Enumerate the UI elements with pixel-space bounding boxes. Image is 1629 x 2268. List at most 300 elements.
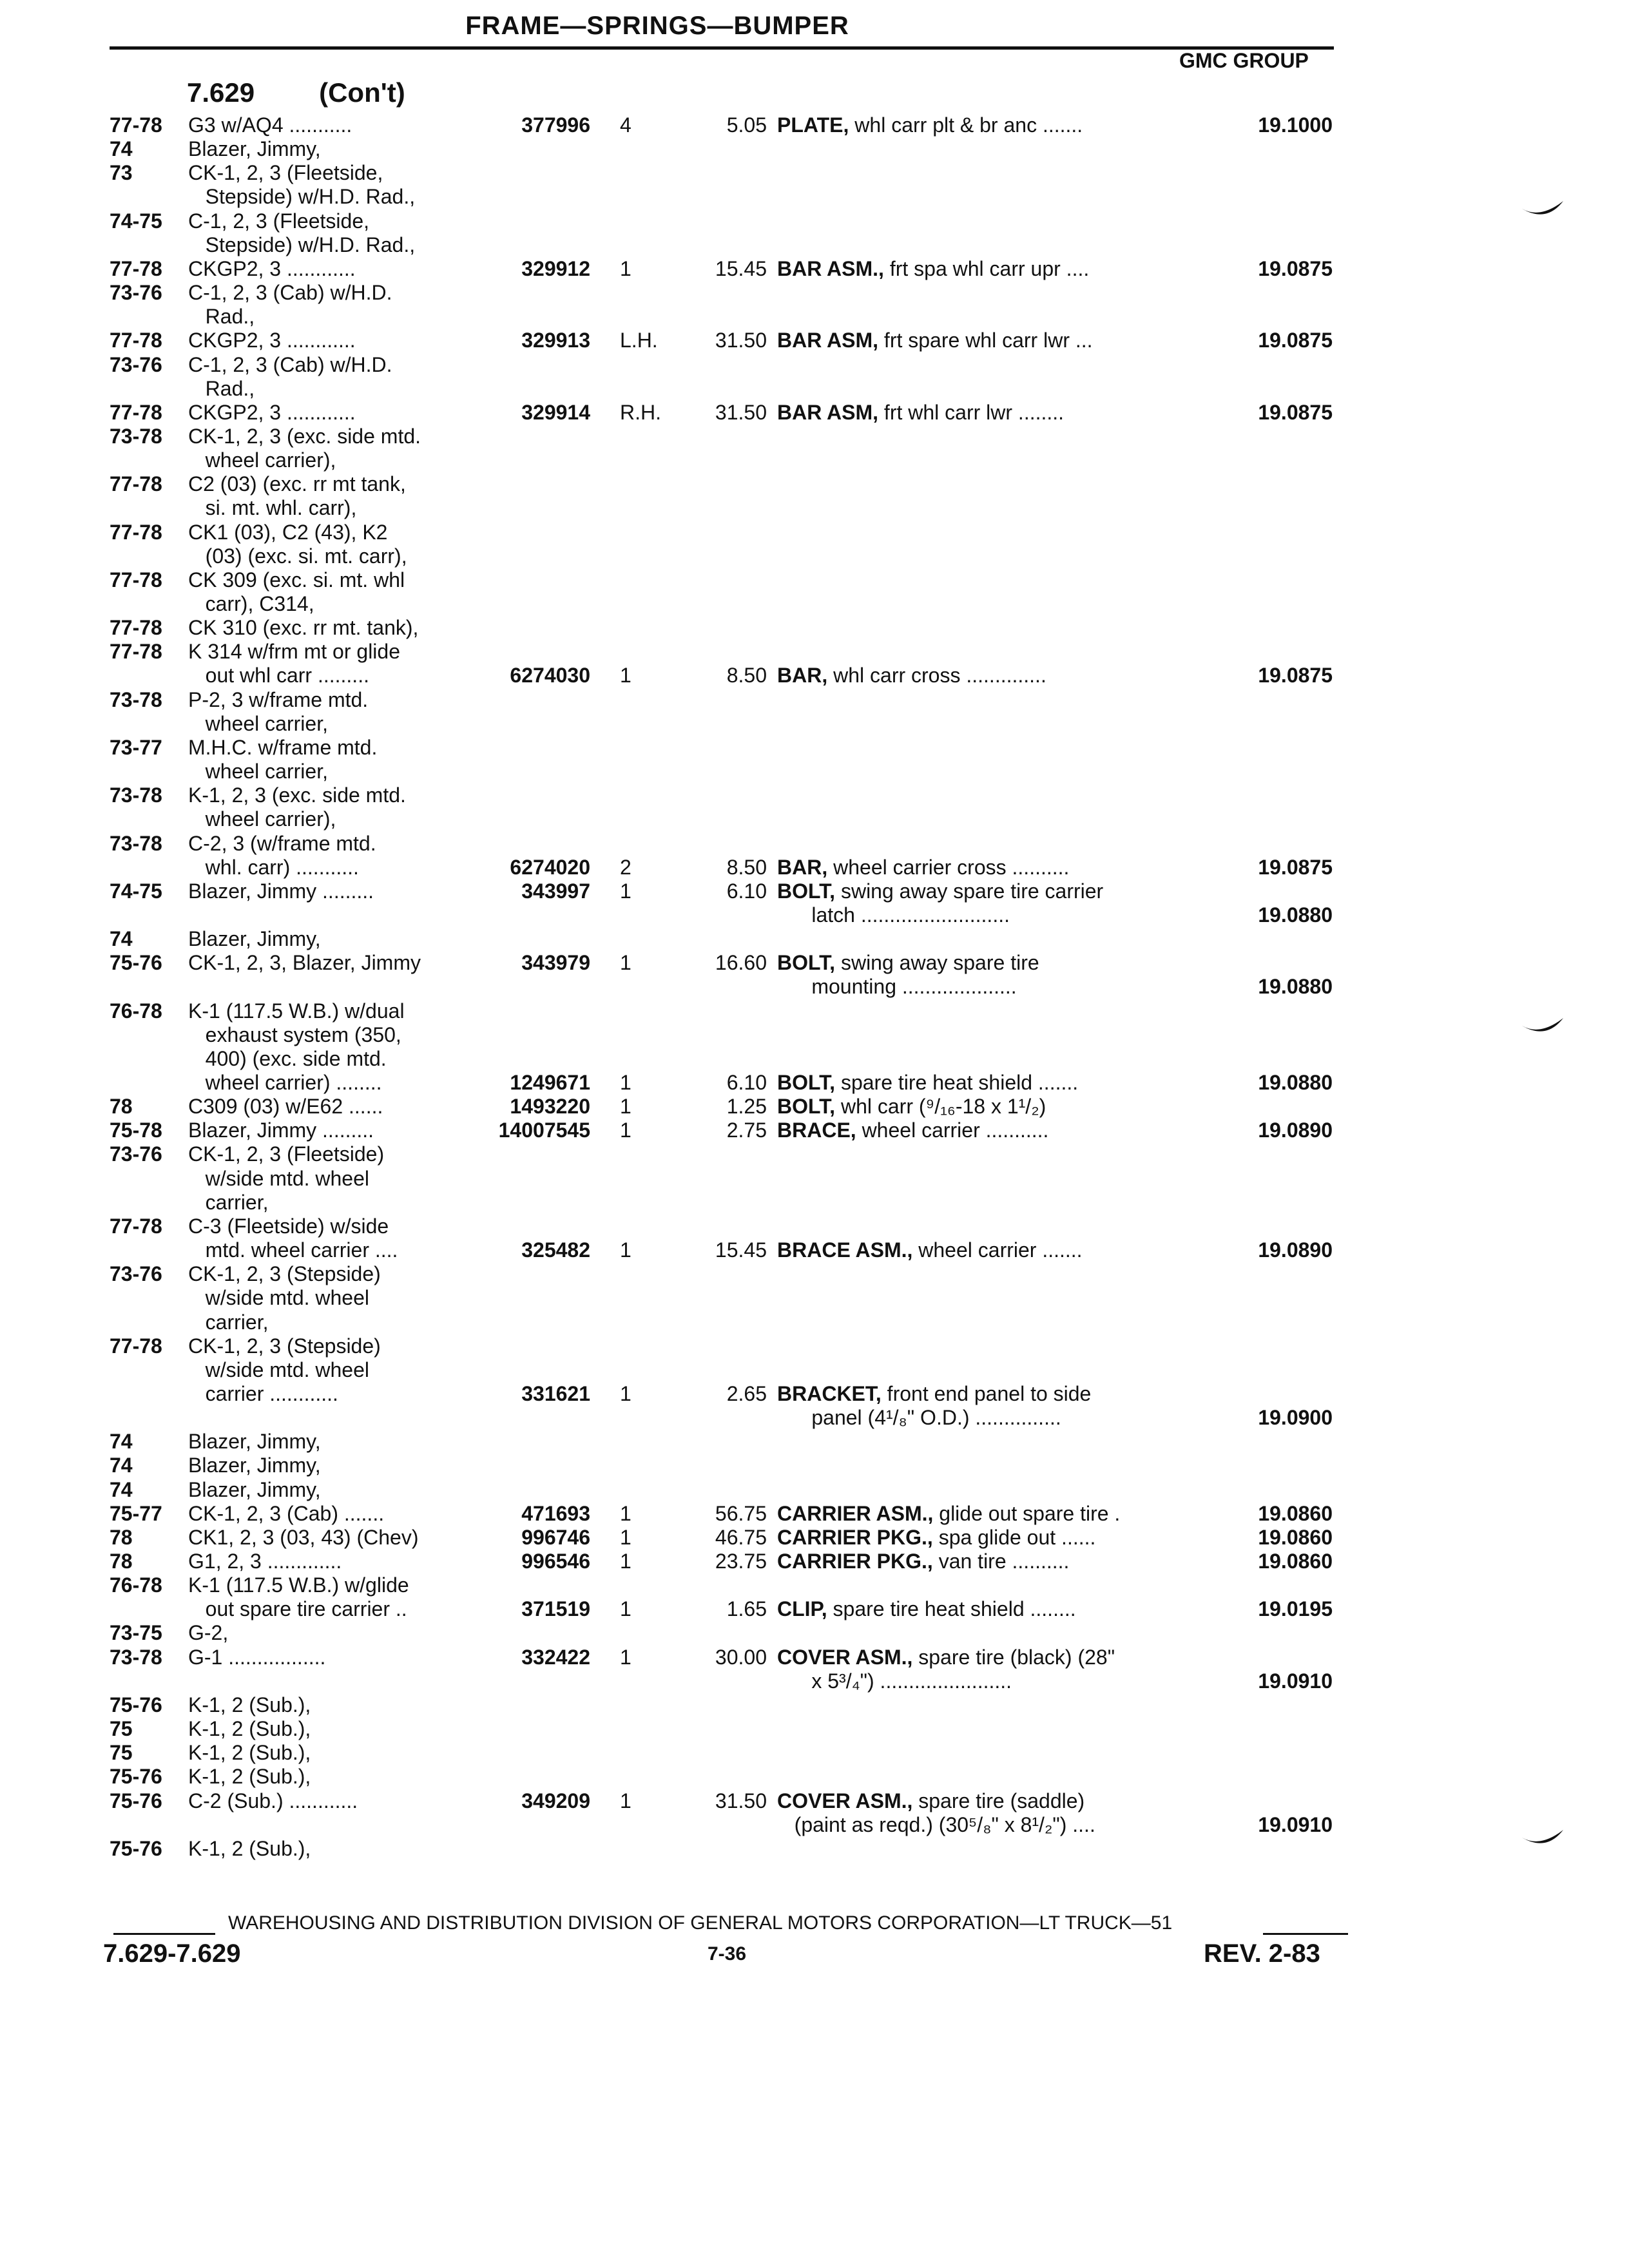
table-row <box>0 1334 1629 1358</box>
part-description: mounting .................... <box>777 975 1017 999</box>
part-description: front end panel to side <box>881 1381 1092 1405</box>
application: wheel carrier, <box>188 711 328 735</box>
quantity: 1 <box>620 664 631 687</box>
year-range: 75-76 <box>110 1693 162 1716</box>
table-row <box>0 999 1629 1023</box>
price: 23.75 <box>715 1550 767 1573</box>
application: CK1 (03), C2 (43), K2 <box>188 520 388 544</box>
group-code: 19.0860 <box>1258 1501 1333 1525</box>
description <box>777 1095 1046 1119</box>
year-range: 73-76 <box>110 1142 162 1166</box>
application: Rad., <box>188 305 255 329</box>
year-range: 75-76 <box>110 1836 162 1860</box>
section-number: 7.629 <box>187 77 255 108</box>
description <box>777 1550 1069 1573</box>
year-range: 75-76 <box>110 1765 162 1789</box>
table-row <box>0 1167 1629 1191</box>
table-row <box>0 233 1629 257</box>
group-code: 19.0875 <box>1258 329 1333 352</box>
part-name: BAR ASM, <box>777 329 879 352</box>
table-row <box>0 472 1629 496</box>
group-code: 19.0880 <box>1258 1071 1333 1094</box>
part-description: whl carr plt & br anc ....... <box>849 113 1083 137</box>
application: w/side mtd. wheel <box>188 1286 369 1310</box>
application: Blazer, Jimmy ......... <box>188 879 374 903</box>
part-description: spare tire heat shield ....... <box>835 1071 1079 1094</box>
part-number: 377996 <box>521 113 590 137</box>
year-range: 76-78 <box>110 999 162 1023</box>
table-row <box>0 975 1629 999</box>
table-row <box>0 832 1629 856</box>
table-row <box>0 616 1629 640</box>
table-row <box>0 113 1629 137</box>
group-code: 19.0880 <box>1258 975 1333 999</box>
application: G1, 2, 3 ............. <box>188 1550 342 1573</box>
quantity: 1 <box>620 256 631 280</box>
group-code: 19.0875 <box>1258 400 1333 424</box>
year-range: 77-78 <box>110 400 162 424</box>
year-range: 73-78 <box>110 424 162 448</box>
part-name: BOLT, <box>777 1071 836 1094</box>
table-row <box>0 1262 1629 1286</box>
part-name: CARRIER PKG., <box>777 1550 933 1573</box>
application: Blazer, Jimmy, <box>188 1430 321 1454</box>
application: K-1, 2 (Sub.), <box>188 1693 311 1716</box>
part-number: 325482 <box>521 1238 590 1262</box>
application: P-2, 3 w/frame mtd. <box>188 687 369 711</box>
price: 6.10 <box>726 1071 767 1094</box>
table-row <box>0 185 1629 209</box>
description <box>777 975 1017 999</box>
application: C2 (03) (exc. rr mt tank, <box>188 472 406 496</box>
binder-mark-icon <box>1521 200 1566 226</box>
price: 30.00 <box>715 1645 767 1669</box>
table-row <box>0 1597 1629 1621</box>
part-description: frt spare whl carr lwr ... <box>878 329 1093 352</box>
table-row <box>0 329 1629 352</box>
price: 16.60 <box>715 951 767 975</box>
table-row <box>0 1573 1629 1597</box>
part-number: 471693 <box>521 1501 590 1525</box>
application: Blazer, Jimmy, <box>188 927 321 951</box>
table-row <box>0 736 1629 760</box>
table-row <box>0 1765 1629 1789</box>
table-row <box>0 783 1629 807</box>
year-range: 73-77 <box>110 735 162 759</box>
table-row <box>0 1095 1629 1119</box>
application: K-1, 2, 3 (exc. side mtd. <box>188 783 406 807</box>
part-number: 14007545 <box>498 1119 590 1142</box>
quantity: 1 <box>620 951 631 975</box>
year-range: 73-78 <box>110 831 162 855</box>
description <box>777 401 1064 425</box>
application: Stepside) w/H.D. Rad., <box>188 233 416 256</box>
price: 8.50 <box>726 855 767 879</box>
table-row <box>0 1215 1629 1238</box>
quantity: 2 <box>620 855 631 879</box>
year-range: 75-76 <box>110 1789 162 1812</box>
description <box>777 1502 1120 1526</box>
application: K-1, 2 (Sub.), <box>188 1765 311 1789</box>
table-row <box>0 664 1629 687</box>
application: carrier, <box>188 1310 269 1334</box>
table-row <box>0 1286 1629 1310</box>
part-description: spare tire heat shield ........ <box>827 1597 1076 1621</box>
group-label: GMC GROUP <box>1179 49 1309 72</box>
binder-mark-icon <box>1521 1829 1566 1854</box>
price: 31.50 <box>715 400 767 424</box>
footer-text: WAREHOUSING AND DISTRIBUTION DIVISION OF GENERAL MOTORS CORPORATION—LT TRUCK—51 <box>228 1912 1173 1934</box>
part-number: 331621 <box>521 1381 590 1405</box>
year-range: 77-78 <box>110 113 162 137</box>
part-name: BAR, <box>777 664 828 687</box>
year-range: 77-78 <box>110 520 162 544</box>
table-row <box>0 568 1629 592</box>
application: CK 310 (exc. rr mt. tank), <box>188 616 419 640</box>
price: 15.45 <box>715 1238 767 1262</box>
application: Blazer, Jimmy, <box>188 1477 321 1501</box>
part-description: whl carr cross .............. <box>827 664 1046 687</box>
description <box>777 951 1039 975</box>
year-range: 77-78 <box>110 640 162 664</box>
application: wheel carrier, <box>188 760 328 783</box>
description <box>777 903 1010 927</box>
table-row <box>0 1311 1629 1334</box>
application: C-1, 2, 3 (Cab) w/H.D. <box>188 281 392 305</box>
year-range: 77-78 <box>110 472 162 496</box>
application: wheel carrier) ........ <box>188 1071 382 1094</box>
application: G3 w/AQ4 ........... <box>188 113 352 137</box>
table-row <box>0 1071 1629 1095</box>
year-range: 74 <box>110 1430 133 1454</box>
part-name: BAR ASM., <box>777 256 884 280</box>
description <box>777 1382 1091 1406</box>
part-number: 329914 <box>521 400 590 424</box>
table-row <box>0 760 1629 783</box>
description <box>777 1597 1076 1621</box>
year-range: 75 <box>110 1717 133 1741</box>
quantity: 1 <box>620 1550 631 1573</box>
table-row <box>0 1047 1629 1071</box>
quantity: 1 <box>620 1789 631 1812</box>
footer-rule-right <box>1263 1933 1348 1935</box>
quantity: L.H. <box>620 329 658 352</box>
application: CKGP2, 3 ............ <box>188 329 356 352</box>
year-range: 73-76 <box>110 1262 162 1286</box>
part-description: wheel carrier ........... <box>856 1119 1049 1142</box>
quantity: 1 <box>620 879 631 903</box>
description <box>777 1526 1095 1550</box>
application: si. mt. whl. carr), <box>188 496 357 520</box>
table-row <box>0 1526 1629 1550</box>
group-code: 19.0890 <box>1258 1238 1333 1262</box>
application: C-1, 2, 3 (Cab) w/H.D. <box>188 352 392 376</box>
part-number: 6274020 <box>510 855 590 879</box>
table-row <box>0 1238 1629 1262</box>
year-range: 74 <box>110 927 133 951</box>
table-row <box>0 377 1629 401</box>
part-name: BRACE ASM., <box>777 1238 913 1262</box>
part-description: swing away spare tire carrier <box>835 879 1104 903</box>
year-range: 74 <box>110 1454 133 1477</box>
table-row <box>0 879 1629 903</box>
part-description: spare tire (saddle) <box>912 1789 1085 1812</box>
application: CK-1, 2, 3 (Fleetside) <box>188 1142 385 1166</box>
quantity: 1 <box>620 1381 631 1405</box>
part-description: (paint as reqd.) (30⁵/₈" x 8¹/₂") .... <box>777 1812 1095 1836</box>
table-row <box>0 1382 1629 1406</box>
application: Blazer, Jimmy ......... <box>188 1119 374 1142</box>
description <box>777 664 1046 687</box>
table-row <box>0 521 1629 544</box>
group-code: 19.0875 <box>1258 256 1333 280</box>
part-number: 343997 <box>521 879 590 903</box>
part-number: 332422 <box>521 1645 590 1669</box>
part-description: spa glide out ...... <box>932 1525 1096 1549</box>
table-row <box>0 1789 1629 1813</box>
year-range: 73-78 <box>110 783 162 807</box>
part-name: CARRIER PKG., <box>777 1525 933 1549</box>
application: 400) (exc. side mtd. <box>188 1046 387 1070</box>
part-description: x 5³/₄") ....................... <box>777 1669 1012 1693</box>
application: carrier ............ <box>188 1381 338 1405</box>
part-name: BAR ASM, <box>777 400 879 424</box>
part-name: BRACE, <box>777 1119 856 1142</box>
description <box>777 257 1089 281</box>
part-name: BOLT, <box>777 951 836 975</box>
binder-mark-icon <box>1521 1017 1566 1043</box>
year-range: 73-78 <box>110 1645 162 1669</box>
table-row <box>0 1430 1629 1454</box>
description <box>777 879 1103 903</box>
group-code: 19.0195 <box>1258 1597 1333 1621</box>
part-description: panel (4¹/₈" O.D.) ............... <box>777 1406 1061 1430</box>
table-row <box>0 688 1629 712</box>
header-rule <box>110 46 1334 50</box>
part-number: 329913 <box>521 329 590 352</box>
application: CK-1, 2, 3 (Fleetside, <box>188 161 383 185</box>
year-range: 73-76 <box>110 281 162 305</box>
table-row <box>0 496 1629 520</box>
quantity: 1 <box>620 1119 631 1142</box>
application: K-1, 2 (Sub.), <box>188 1717 311 1741</box>
part-description: wheel carrier cross .......... <box>827 855 1070 879</box>
table-row <box>0 807 1629 831</box>
footer-left: 7.629-7.629 <box>103 1939 241 1968</box>
part-number: 343979 <box>521 951 590 975</box>
part-name: PLATE, <box>777 113 849 137</box>
table-row <box>0 640 1629 664</box>
quantity: 4 <box>620 113 631 137</box>
quantity: 1 <box>620 1238 631 1262</box>
description <box>777 856 1069 879</box>
description <box>777 329 1093 352</box>
quantity: R.H. <box>620 400 661 424</box>
table-row <box>0 1191 1629 1215</box>
table-row <box>0 1693 1629 1717</box>
price: 15.45 <box>715 256 767 280</box>
group-code: 19.1000 <box>1258 113 1333 137</box>
part-description: latch .......................... <box>777 903 1010 927</box>
group-code: 19.0910 <box>1258 1669 1333 1693</box>
year-range: 77-78 <box>110 1334 162 1358</box>
table-row <box>0 1550 1629 1573</box>
table-row <box>0 161 1629 185</box>
section-heading <box>187 77 405 108</box>
group-code: 19.0880 <box>1258 903 1333 927</box>
year-range: 77-78 <box>110 1214 162 1238</box>
application: w/side mtd. wheel <box>188 1166 369 1190</box>
application: M.H.C. w/frame mtd. <box>188 735 378 759</box>
application: w/side mtd. wheel <box>188 1358 369 1381</box>
part-number: 996746 <box>521 1525 590 1549</box>
application: out spare tire carrier .. <box>188 1597 407 1621</box>
application: C309 (03) w/E62 ...... <box>188 1095 383 1119</box>
table-row <box>0 425 1629 448</box>
year-range: 73-76 <box>110 352 162 376</box>
description <box>777 1669 1012 1693</box>
table-row <box>0 1741 1629 1765</box>
application: CK-1, 2, 3, Blazer, Jimmy <box>188 951 421 975</box>
section-note: (Con't) <box>319 77 405 108</box>
application: CK-1, 2, 3 (Stepside) <box>188 1334 381 1358</box>
table-row <box>0 1454 1629 1477</box>
table-row <box>0 1502 1629 1526</box>
application: Blazer, Jimmy, <box>188 137 321 161</box>
application: exhaust system (350, <box>188 1023 401 1046</box>
year-range: 75-76 <box>110 951 162 975</box>
part-description: frt whl carr lwr ........ <box>878 400 1065 424</box>
price: 31.50 <box>715 1789 767 1812</box>
part-name: BOLT, <box>777 1095 836 1119</box>
price: 6.10 <box>726 879 767 903</box>
part-description: swing away spare tire <box>835 951 1039 975</box>
quantity: 1 <box>620 1597 631 1621</box>
part-name: COVER ASM., <box>777 1789 913 1812</box>
application: CK1, 2, 3 (03, 43) (Chev) <box>188 1525 419 1549</box>
part-description: frt spa whl carr upr .... <box>883 256 1090 280</box>
application: C-3 (Fleetside) w/side <box>188 1214 389 1238</box>
group-code: 19.0900 <box>1258 1406 1333 1430</box>
application: Stepside) w/H.D. Rad., <box>188 185 416 209</box>
description <box>777 1406 1061 1430</box>
application: wheel carrier), <box>188 448 336 472</box>
table-row <box>0 353 1629 377</box>
application: CKGP2, 3 ............ <box>188 256 356 280</box>
table-row <box>0 257 1629 281</box>
price: 8.50 <box>726 664 767 687</box>
table-row <box>0 1621 1629 1645</box>
page-title: FRAME—SPRINGS—BUMPER <box>465 12 849 40</box>
table-row <box>0 137 1629 161</box>
application: out whl carr ......... <box>188 664 369 687</box>
year-range: 77-78 <box>110 256 162 280</box>
description <box>777 1071 1078 1095</box>
group-code: 19.0860 <box>1258 1550 1333 1573</box>
year-range: 74 <box>110 137 133 161</box>
table-row <box>0 305 1629 329</box>
part-number: 996546 <box>521 1550 590 1573</box>
table-row <box>0 592 1629 616</box>
price: 2.75 <box>726 1119 767 1142</box>
application: wheel carrier), <box>188 807 336 831</box>
table-row <box>0 1119 1629 1142</box>
table-row <box>0 1669 1629 1693</box>
table-row <box>0 281 1629 305</box>
quantity: 1 <box>620 1645 631 1669</box>
application: K-1 (117.5 W.B.) w/dual <box>188 999 405 1023</box>
group-code: 19.0910 <box>1258 1812 1333 1836</box>
year-range: 77-78 <box>110 329 162 352</box>
year-range: 77-78 <box>110 568 162 591</box>
price: 31.50 <box>715 329 767 352</box>
quantity: 1 <box>620 1095 631 1119</box>
application: K 314 w/frm mt or glide <box>188 640 400 664</box>
table-row <box>0 401 1629 425</box>
application: whl. carr) ........... <box>188 855 359 879</box>
year-range: 74 <box>110 1477 133 1501</box>
table-row <box>0 903 1629 927</box>
year-range: 77-78 <box>110 616 162 640</box>
footer-page: 7-36 <box>708 1943 747 1965</box>
year-range: 78 <box>110 1525 133 1549</box>
part-name: CARRIER ASM., <box>777 1501 934 1525</box>
table-row <box>0 1717 1629 1741</box>
part-description: van tire .......... <box>932 1550 1070 1573</box>
application: carr), C314, <box>188 592 314 615</box>
part-number: 349209 <box>521 1789 590 1812</box>
price: 5.05 <box>726 113 767 137</box>
part-description: spare tire (black) (28" <box>912 1645 1115 1669</box>
part-description: glide out spare tire . <box>933 1501 1121 1525</box>
application: C-2, 3 (w/frame mtd. <box>188 831 376 855</box>
table-row <box>0 1813 1629 1837</box>
description <box>777 1813 1095 1837</box>
table-row <box>0 1646 1629 1669</box>
price: 1.65 <box>726 1597 767 1621</box>
year-range: 73-78 <box>110 687 162 711</box>
table-row <box>0 448 1629 472</box>
description <box>777 1646 1115 1669</box>
price: 56.75 <box>715 1501 767 1525</box>
part-name: COVER ASM., <box>777 1645 913 1669</box>
description <box>777 1119 1048 1142</box>
application: CK-1, 2, 3 (exc. side mtd. <box>188 424 421 448</box>
table-row <box>0 1406 1629 1430</box>
part-name: BRACKET, <box>777 1381 882 1405</box>
group-code: 19.0890 <box>1258 1119 1333 1142</box>
year-range: 73 <box>110 161 133 185</box>
part-name: CLIP, <box>777 1597 827 1621</box>
table-row <box>0 1358 1629 1382</box>
year-range: 76-78 <box>110 1573 162 1597</box>
year-range: 74-75 <box>110 209 162 233</box>
application: mtd. wheel carrier .... <box>188 1238 398 1262</box>
description <box>777 1238 1083 1262</box>
table-row <box>0 1142 1629 1166</box>
table-row <box>0 1837 1629 1861</box>
quantity: 1 <box>620 1071 631 1094</box>
application: G-1 ................. <box>188 1645 326 1669</box>
part-number: 6274030 <box>510 664 590 687</box>
application: C-1, 2, 3 (Fleetside, <box>188 209 369 233</box>
table-row <box>0 209 1629 233</box>
quantity: 1 <box>620 1501 631 1525</box>
footer-rule-left <box>113 1933 215 1935</box>
application: Rad., <box>188 376 255 400</box>
footer-revision: REV. 2-83 <box>1204 1939 1320 1968</box>
table-row <box>0 1023 1629 1047</box>
